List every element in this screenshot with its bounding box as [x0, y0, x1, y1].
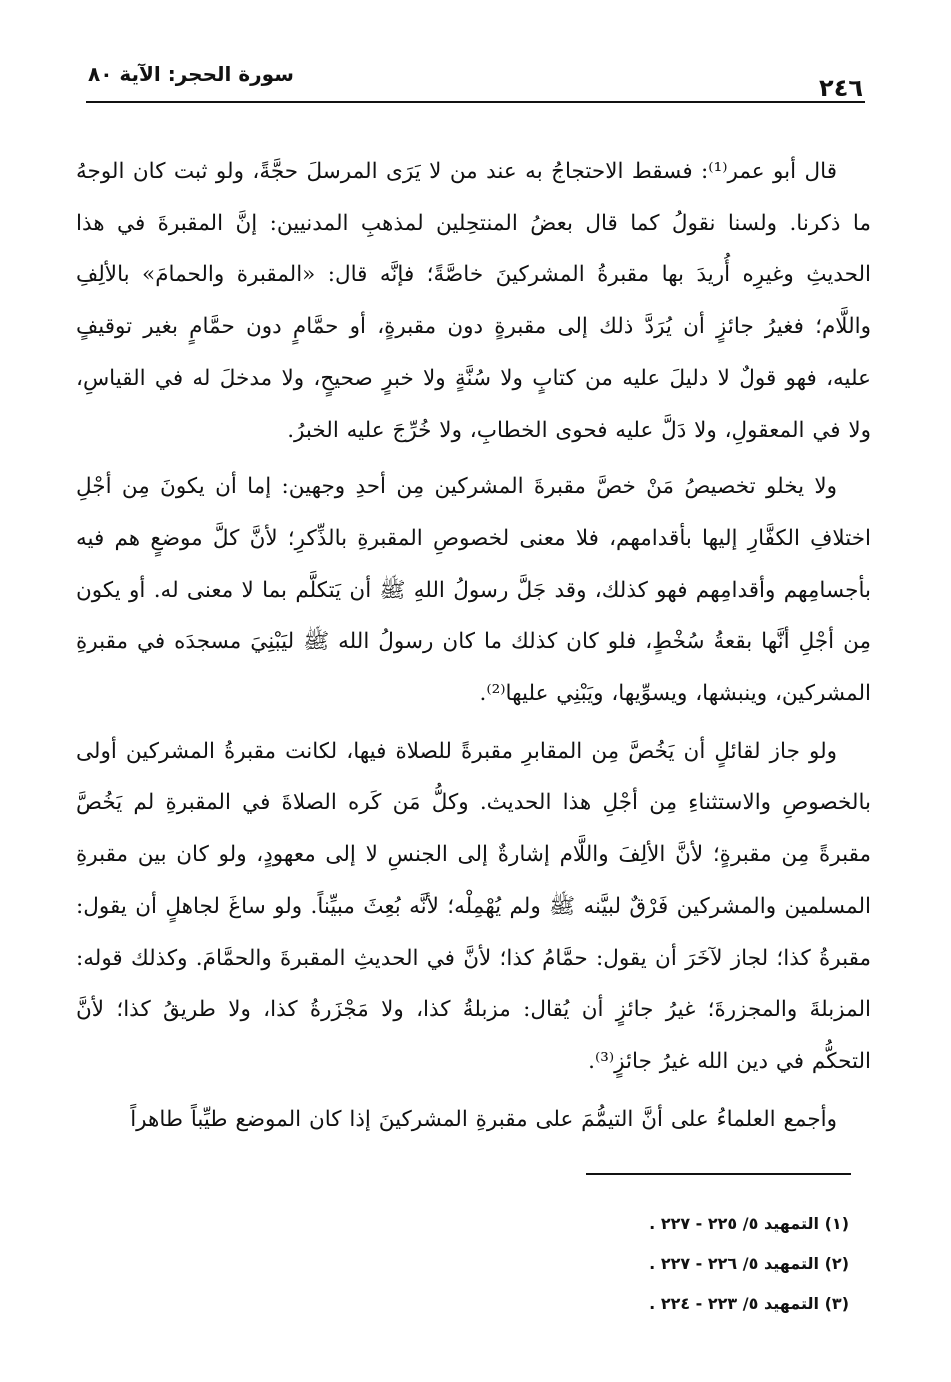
footnote-rule: [586, 1173, 851, 1175]
paragraph-4: وأجمع العلماءُ على أنَّ التيمُّمَ على مقبرةِ المشركينَ إذا كان الموضع طيِّباً طاهراً: [130, 1106, 837, 1132]
paragraph-1: قال أبو عمر⁽¹⁾: فسقط الاحتجاجُ به عند من لا يَرَى المرسلَ حجَّةً، ولو ثبت كان الوجهُ ما ذكرنا. ولسنا نقولُ كما قال بعضُ المنتحِلين لمذهبِ المدنيين: إنَّ المقبرةَ في هذا الحديثِ وغيرِه أُريدَ بها مقبرةُ المشركينَ خاصَّةً؛ فإنَّه قال: «المقبرة والحمامَ» بالألِفِ واللَّام؛ فغيرُ جائزٍ أن يُرَدَّ ذلك إلى مقبرةٍ دون مقبرةٍ، أو حمَّامٍ دون حمَّامٍ بغير توقيفٍ عليه، فهو قولٌ لا دليلَ عليه من كتابٍ ولا سُنَّةٍ ولا خبرٍ صحيحٍ، ولا مدخلَ له في القياسِ، ولا في المعقولِ، ولا دَلَّ عليه فحوى الخطابِ، ولا خُرِّجَ عليه الخبرُ.: [76, 159, 871, 443]
running-title: سورة الحجر: الآية ٨٠: [88, 62, 294, 86]
footnote-3: (٣) التمهيد ٥/ ٢٢٣ - ٢٢٤ .: [649, 1294, 849, 1313]
page-header: [86, 62, 865, 106]
paragraph-3: ولو جاز لقائلٍ أن يَخُصَّ مِن المقابرِ مقبرةً للصلاة فيها، لكانت مقبرةُ المشركين أولى بالخصوصِ والاستثناءِ مِن أجْلِ هذا الحديث. وكلُّ مَن كَره الصلاةَ في المقبرةِ لم يَخُصَّ مقبرةً مِن مقبرةٍ؛ لأنَّ الألِفَ واللَّام إشارةٌ إلى الجنسِ لا إلى معهودٍ، ولو كان بين مقبرةِ المسلمين والمشركين فَرْقٌ لبيَّنه ﷺ ولم يُهْمِلْه؛ لأنَّه بُعِثَ مبيِّناً. ولو ساغَ لجاهلٍ أن يقول: مقبرةُ كذا؛ لجاز لآخَرَ أن يقول: حمَّامُ كذا؛ لأنَّ في الحديثِ المقبرةَ والحمَّامَ. وكذلك قوله: المزبلةَ والمجزرةَ؛ غيرُ جائزٍ أن يُقال: مزبلةُ كذا، ولا مَجْزَرةُ كذا، ولا طريقُ كذا؛ لأنَّ التحكُّم في دين الله غيرُ جائزٍ⁽³⁾.: [76, 738, 871, 1074]
footnotes: [420, 1204, 849, 1324]
header-rule: [86, 101, 865, 103]
footnote-2: (٢) التمهيد ٥/ ٢٢٦ - ٢٢٧ .: [649, 1254, 849, 1273]
page-number: ٢٤٦: [819, 74, 863, 102]
footnote-1: (١) التمهيد ٥/ ٢٢٥ - ٢٢٧ .: [649, 1214, 849, 1233]
main-text: [76, 146, 871, 1145]
paragraph-2: ولا يخلو تخصيصُ مَنْ خصَّ مقبرةَ المشركين مِن أحدِ وجهين: إما أن يكونَ مِن أجْلِ اختلافِ الكفَّارِ إليها بأقدامهم، فلا معنى لخصوصِ المقبرةِ بالذِّكرِ؛ لأنَّ كلَّ موضعٍ هم فيه بأجسامِهم وأقدامِهم فهو كذلك، وقد جَلَّ رسولُ اللهِ ﷺ أن يَتكلَّم بما لا معنى له. أو يكون مِن أجْلِ أنَّها بقعةُ سُخْطٍ، فلو كان كذلك ما كان رسولُ الله ﷺ ليَبْنِيَ مسجدَه في مقبرةِ المشركين، وينبشها، ويسوِّيها، ويَبْنِي عليها⁽²⁾.: [76, 474, 871, 707]
